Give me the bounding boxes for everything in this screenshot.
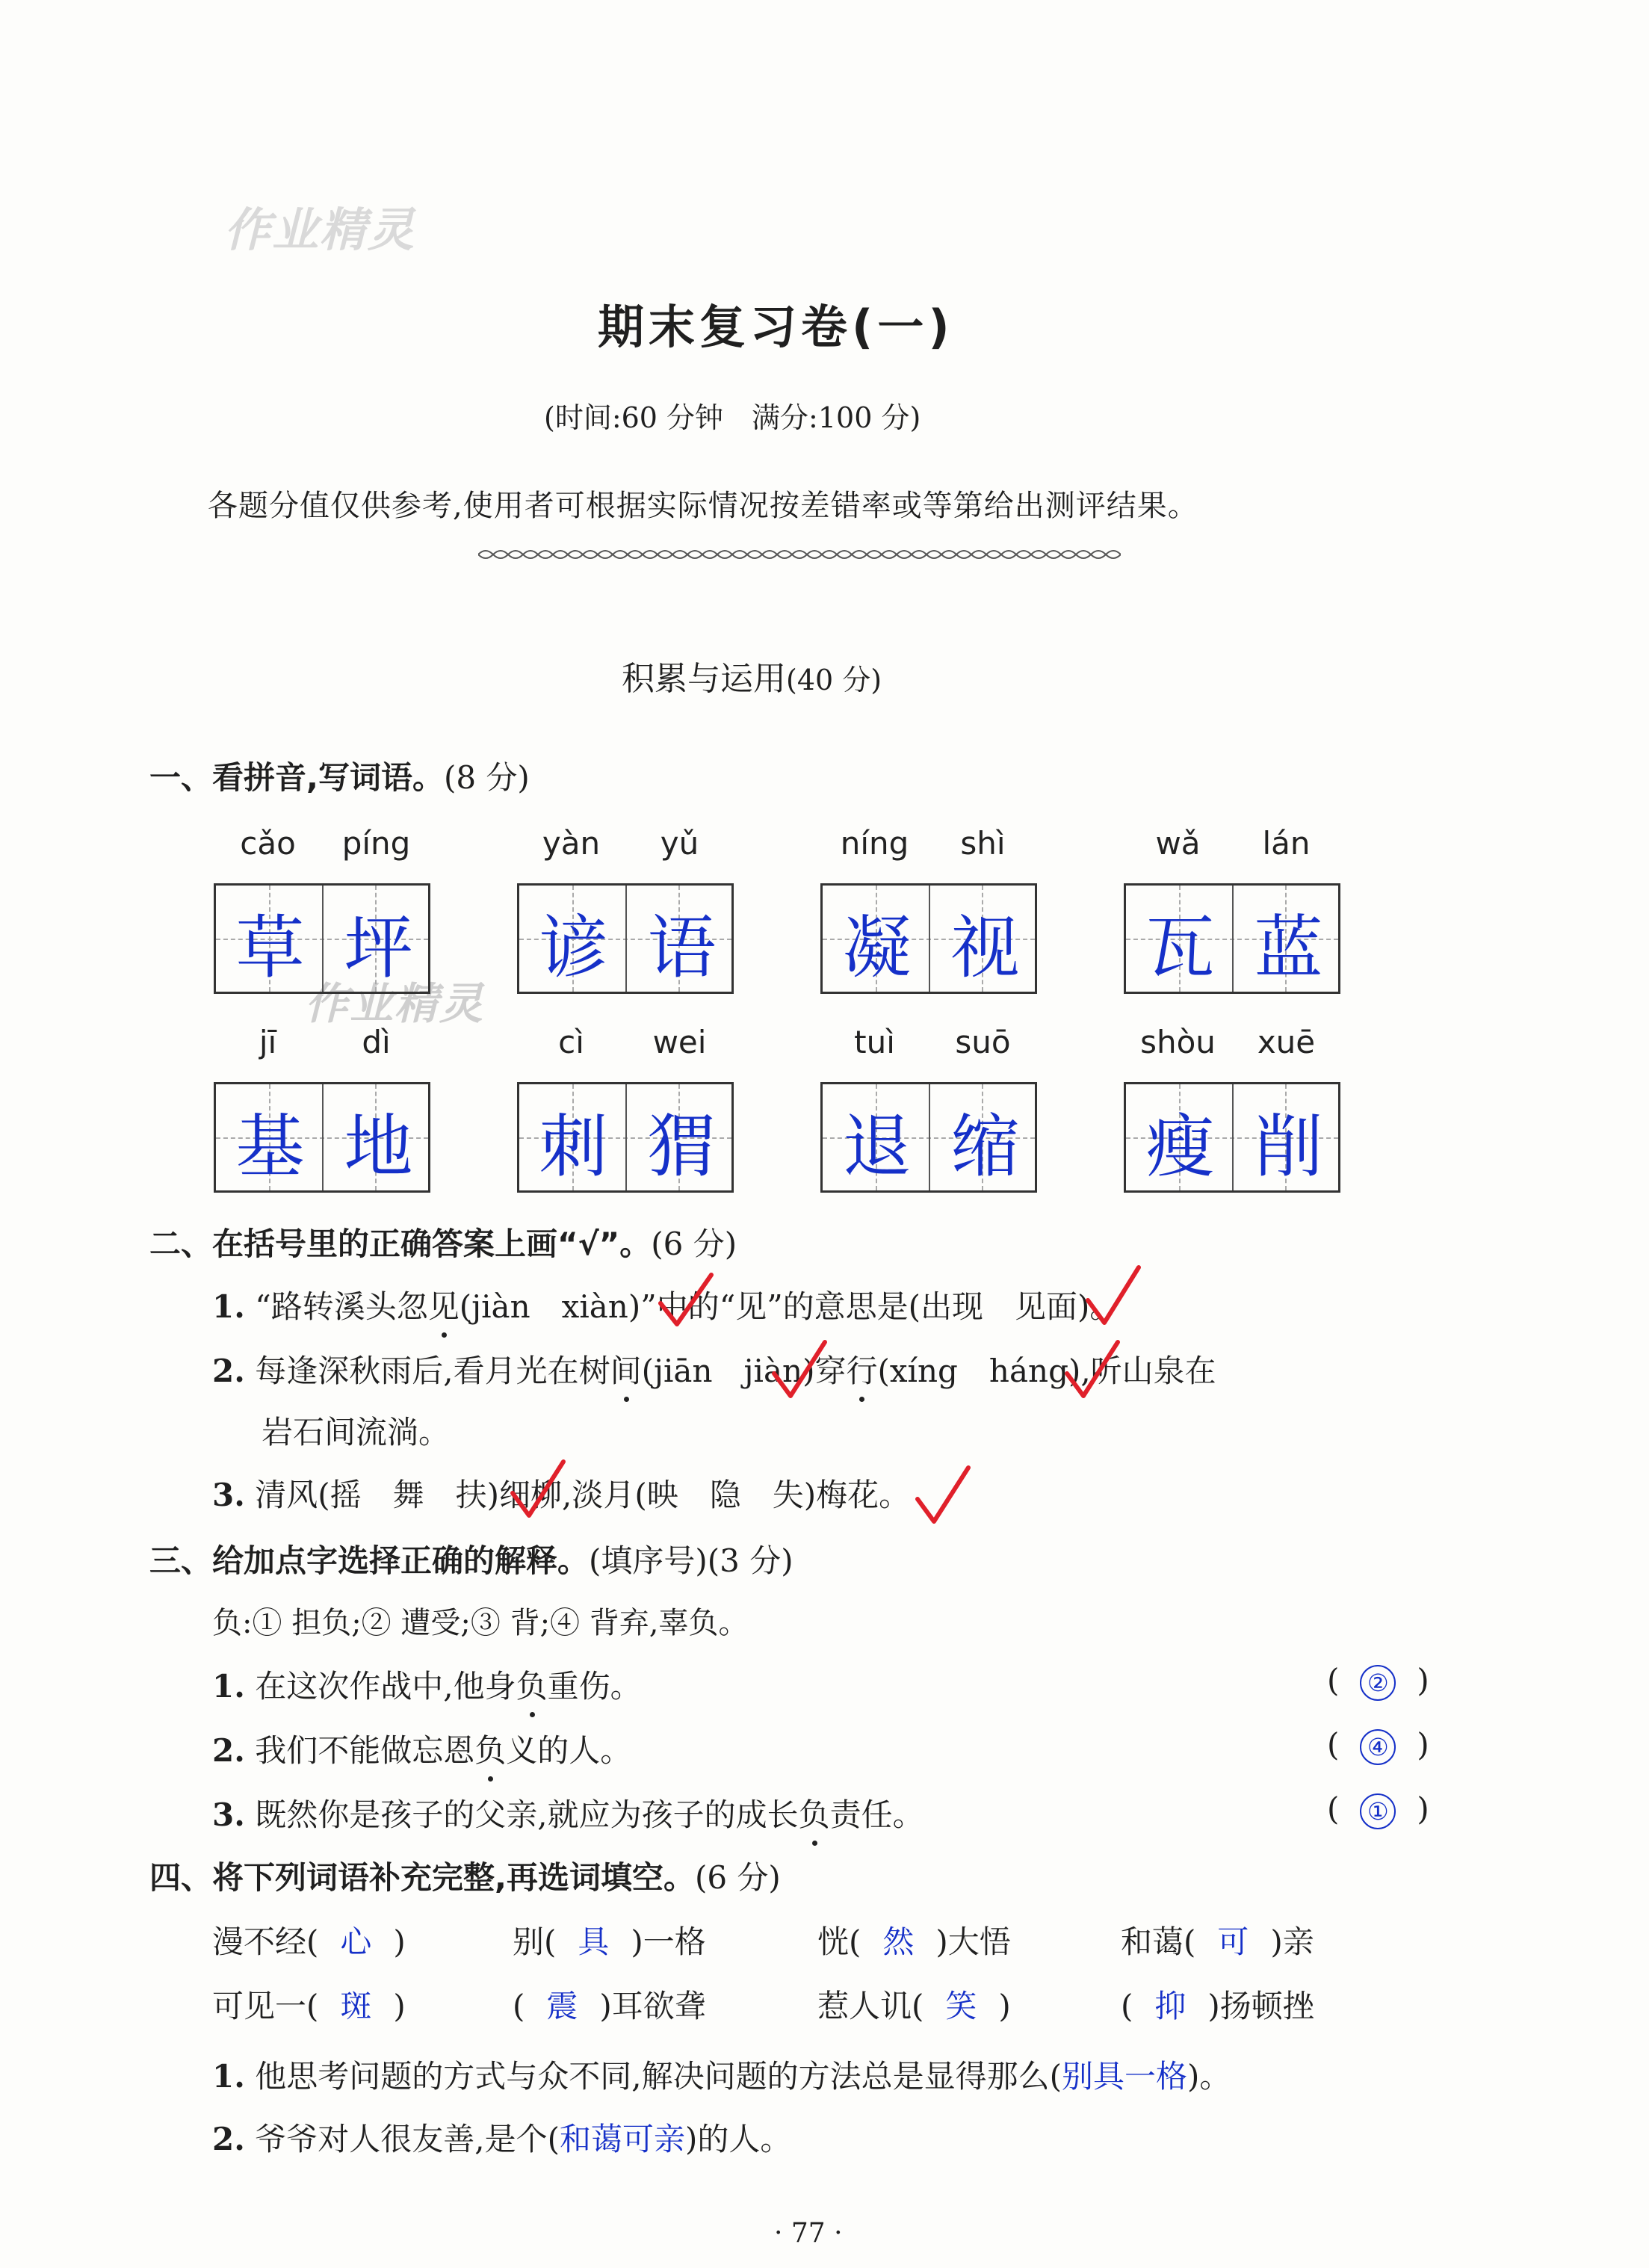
- idiom-blank: [817, 1982, 1011, 2027]
- q3-answer-3: ( ① ): [1327, 1790, 1429, 1829]
- q4-heading-text: 四、将下列词语补充完整,再选词填空。: [149, 1859, 695, 1896]
- idiom-blank: [212, 1982, 406, 2027]
- q4-sentence-1: [212, 2052, 1231, 2097]
- q1-heading-text: 一、看拼音,写词语。: [149, 759, 444, 796]
- idiom-text: )一格: [631, 1924, 706, 1960]
- pinyin-label: jī: [259, 1024, 277, 1060]
- item-text: 在这次作战中,他身: [255, 1668, 516, 1705]
- character-box: [1124, 883, 1340, 994]
- handwritten-character: 瘦: [1145, 1107, 1215, 1187]
- idiom-text: ): [998, 1988, 1011, 2024]
- pinyin-label: níng: [840, 825, 909, 862]
- q2-item-2-cont: 岩石间流淌。: [262, 1414, 451, 1450]
- item-number: 2.: [212, 1732, 245, 1769]
- item-number: 3.: [212, 1796, 245, 1833]
- dotted-char: 间: [610, 1347, 642, 1391]
- character-box: [517, 883, 734, 994]
- character-box: [517, 1082, 734, 1193]
- answer-circled-number: ①: [1360, 1793, 1396, 1829]
- pinyin-label: wei: [652, 1024, 707, 1060]
- instructions: 各题分值仅供参考,使用者可根据实际情况按差错率或等第给出测评结果。: [208, 489, 1198, 523]
- item-text: 我们不能做忘恩: [255, 1732, 475, 1769]
- handwritten-answer: 具: [578, 1924, 610, 1960]
- q1-score: (8 分): [443, 759, 530, 796]
- watermark-middle: 作业精灵: [305, 978, 485, 1029]
- handwritten-character: 地: [344, 1107, 413, 1187]
- item-text: 他思考问题的方式与众不同,解决问题的方法总是显得那么(: [255, 2058, 1062, 2095]
- character-box: [214, 883, 430, 994]
- idiom-text: ): [393, 1988, 406, 2024]
- q3-heading-text: 三、给加点字选择正确的解释。: [149, 1542, 590, 1579]
- pinyin-label: lán: [1262, 825, 1311, 862]
- q2-heading: [149, 1220, 737, 1264]
- dotted-char: 负: [516, 1662, 548, 1707]
- pinyin-label: píng: [341, 825, 411, 862]
- q3-answer-2: ( ④ ): [1327, 1726, 1429, 1765]
- pinyin-label: dì: [362, 1024, 391, 1060]
- q4-score: (6 分): [694, 1859, 781, 1896]
- q2-score: (6 分): [651, 1226, 737, 1262]
- q3-item-2: [212, 1726, 631, 1771]
- handwritten-answer: 震: [546, 1988, 578, 2024]
- q4-sentence-2: [212, 2115, 791, 2160]
- handwritten-answer: 可: [1217, 1924, 1249, 1960]
- idiom-blank: [513, 1918, 706, 1962]
- item-text: 责任。: [829, 1796, 924, 1833]
- item-text: 爷爷对人很友善,是个(: [255, 2121, 560, 2157]
- character-box: [820, 883, 1037, 994]
- q4-heading: [149, 1853, 781, 1898]
- idiom-text: )耳欲聋: [599, 1988, 706, 2024]
- idiom-text: (: [1121, 1988, 1133, 2024]
- watermark-top: 作业精灵: [224, 203, 416, 257]
- page-title: 期末复习卷(一): [598, 300, 954, 354]
- handwritten-character: 猬: [647, 1107, 717, 1187]
- handwritten-character: 坪: [344, 908, 413, 988]
- handwritten-character: 瓦: [1145, 908, 1215, 988]
- handwritten-character: 语: [647, 908, 717, 988]
- handwritten-character: 凝: [842, 908, 912, 988]
- page-number: · 77 ·: [774, 2218, 843, 2249]
- character-box: [214, 1082, 430, 1193]
- q3-heading: [149, 1536, 793, 1581]
- q1-heading: [149, 753, 530, 798]
- item-number: 3.: [212, 1477, 245, 1513]
- item-number: 1.: [212, 1288, 245, 1325]
- item-text: (jiān jiàn)穿: [641, 1353, 847, 1389]
- dotted-char: 负: [799, 1790, 830, 1835]
- handwritten-character: 缩: [950, 1107, 1020, 1187]
- time-info: (时间:60 分钟 满分:100 分): [544, 401, 921, 434]
- idiom-blank: [817, 1918, 1011, 1962]
- check-mark-icon: [508, 1457, 568, 1521]
- q3-item-3: [212, 1790, 924, 1835]
- handwritten-character: 刺: [539, 1107, 608, 1187]
- part-title: 积累与运用: [622, 660, 786, 698]
- dotted-char: 见: [428, 1282, 460, 1327]
- idiom-text: (: [513, 1988, 525, 2024]
- idiom-text: 和蔼(: [1121, 1924, 1196, 1960]
- q2-heading-text: 二、在括号里的正确答案上画“√”。: [149, 1226, 652, 1262]
- item-text: “路转溪头忽: [255, 1288, 428, 1325]
- idiom-blank: [1121, 1982, 1314, 2027]
- handwritten-character: 草: [235, 908, 305, 988]
- pinyin-label: shòu: [1140, 1024, 1216, 1060]
- handwritten-answer: 然: [882, 1924, 915, 1960]
- item-number: 2.: [212, 1353, 245, 1389]
- character-box: [820, 1082, 1037, 1193]
- check-mark-icon: [770, 1338, 829, 1402]
- handwritten-character: 退: [842, 1107, 912, 1187]
- q3-score: (填序号)(3 分): [589, 1542, 793, 1579]
- item-text: 重伤。: [547, 1668, 642, 1705]
- handwritten-answer: 别具一格: [1061, 2058, 1187, 2095]
- item-number: 1.: [212, 1668, 245, 1705]
- handwritten-character: 蓝: [1254, 908, 1323, 988]
- handwritten-character: 视: [950, 908, 1020, 988]
- pinyin-label: cǎo: [240, 825, 296, 862]
- part-heading: [622, 652, 882, 699]
- q3-definition: 负:① 担负;② 遭受;③ 背;④ 背弃,辜负。: [212, 1606, 749, 1640]
- answer-circled-number: ④: [1360, 1729, 1396, 1765]
- item-text: 义的人。: [506, 1732, 632, 1769]
- pinyin-label: suō: [955, 1024, 1011, 1060]
- idiom-text: )大悟: [935, 1924, 1011, 1960]
- idiom-text: )扬顿挫: [1207, 1988, 1314, 2024]
- dotted-char: 行: [846, 1347, 877, 1391]
- handwritten-answer: 抑: [1154, 1988, 1187, 2024]
- item-number: 1.: [212, 2058, 245, 2095]
- idiom-blank: [1121, 1918, 1314, 1962]
- idiom-text: 惹人讥(: [817, 1988, 924, 2024]
- answer-circled-number: ②: [1360, 1665, 1396, 1701]
- pinyin-label: tuì: [854, 1024, 895, 1060]
- q3-item-1: [212, 1662, 642, 1707]
- item-number: 2.: [212, 2121, 245, 2157]
- check-mark-icon: [1083, 1263, 1143, 1330]
- check-mark-icon: [913, 1463, 973, 1527]
- handwritten-character: 基: [235, 1107, 305, 1187]
- item-text: 既然你是孩子的父亲,就应为孩子的成长: [255, 1796, 799, 1833]
- character-box: [1124, 1082, 1340, 1193]
- idiom-text: )亲: [1270, 1924, 1314, 1960]
- handwritten-answer: 心: [340, 1924, 372, 1960]
- pinyin-label: cì: [558, 1024, 584, 1060]
- idiom-text: 别(: [513, 1924, 557, 1960]
- pinyin-label: yàn: [542, 825, 601, 862]
- q3-answer-1: ( ② ): [1327, 1662, 1429, 1701]
- dotted-char: 负: [474, 1726, 506, 1771]
- handwritten-answer: 笑: [945, 1988, 977, 2024]
- idiom-blank: [513, 1982, 706, 2027]
- item-text: )。: [1187, 2058, 1231, 2095]
- check-mark-icon: [656, 1270, 716, 1330]
- item-text: 每逢深秋雨后,看月光在树: [255, 1353, 610, 1389]
- ornament-divider: [478, 546, 1121, 563]
- idiom-text: 恍(: [817, 1924, 861, 1960]
- pinyin-label: wǎ: [1155, 825, 1201, 862]
- idiom-text: 漫不经(: [212, 1924, 319, 1960]
- item-text: 清风(摇 舞 扶)细柳,淡月(映 隐 失)梅花。: [255, 1477, 911, 1513]
- idiom-text: 可见一(: [212, 1988, 319, 2024]
- part-score: (40 分): [786, 664, 882, 696]
- pinyin-label: yǔ: [660, 825, 699, 862]
- handwritten-answer: 斑: [340, 1988, 372, 2024]
- handwritten-character: 谚: [539, 908, 608, 988]
- item-text: (jiàn xiàn)”中的“见”的意思是(出现 见面)。: [459, 1288, 1121, 1325]
- check-mark-icon: [1062, 1338, 1122, 1402]
- handwritten-answer: 和蔼可亲: [559, 2121, 685, 2157]
- item-text: )的人。: [684, 2121, 792, 2157]
- handwritten-character: 削: [1254, 1107, 1323, 1187]
- idiom-blank: [212, 1918, 406, 1962]
- pinyin-label: shì: [960, 825, 1006, 862]
- item-text: (xíng háng),听山泉在: [877, 1353, 1216, 1389]
- pinyin-label: xuē: [1257, 1024, 1316, 1060]
- idiom-text: ): [393, 1924, 406, 1960]
